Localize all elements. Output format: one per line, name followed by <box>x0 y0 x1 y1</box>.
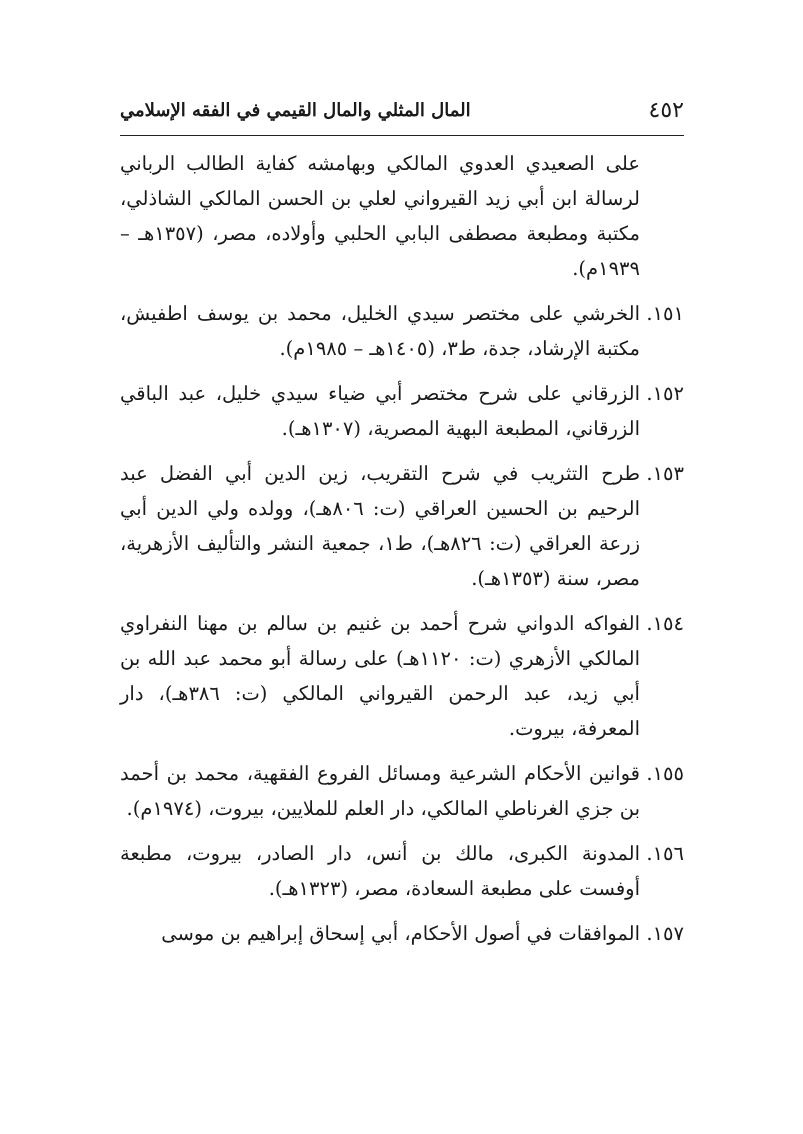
entry-text: على الصعيدي العدوي المالكي وبهامشه كفاية الطالب الرباني لرسالة ابن أبي زيد القيرواني لعلي بن الحسن المالكي الشاذلي، مكتبة ومطبعة مصطفى البابي الحلبي وأولاده، مصر، (١٣٥٧هـ – ١٩٣٩م). <box>120 152 640 280</box>
bibliography-entry-151 <box>120 296 684 366</box>
entry-number: ١٥٤. <box>646 612 684 635</box>
entry-text: الفواكه الدواني شرح أحمد بن غنيم بن سالم بن مهنا النفراوي المالكي الأزهري (ت: ١١٢٠هـ) على رسالة أبو محمد عبد الله بن أبي زيد، عبد الرحمن القيرواني المالكي (ت: ٣٨٦هـ)، دار المعرفة، بيروت. <box>120 612 641 740</box>
continued-entry <box>120 146 684 286</box>
bibliography-entry-152 <box>120 376 684 446</box>
entry-text: الزرقاني على شرح مختصر أبي ضياء سيدي خليل، عبد الباقي الزرقاني، المطبعة البهية المصرية، (١٣٠٧هـ). <box>120 382 640 440</box>
entry-text: المدونة الكبرى، مالك بن أنس، دار الصادر، بيروت، مطبعة أوفست على مطبعة السعادة، مصر، (١٣٢٣هـ). <box>120 842 640 900</box>
bibliography-entry-157 <box>120 916 684 951</box>
header-rule <box>120 135 684 136</box>
entry-text: طرح التثريب في شرح التقريب، زين الدين أبي الفضل عبد الرحيم بن الحسين العراقي (ت: ٨٠٦هـ)، وولده ولي الدين أبي زرعة العراقي (ت: ٨٢٦هـ)، ط١، جمعية النشر والتأليف الأزهرية، مصر، سنة (١٣٥٣هـ). <box>120 462 640 590</box>
entry-number: ١٥١. <box>646 302 684 325</box>
entry-text: قوانين الأحكام الشرعية ومسائل الفروع الفقهية، محمد بن أحمد بن جزي الغرناطي المالكي، دار العلم للملايين، بيروت، (١٩٧٤م). <box>120 762 640 820</box>
bibliography-entry-155 <box>120 756 684 826</box>
entry-number: ١٥٧. <box>646 922 684 945</box>
entry-number: ١٥٣. <box>646 462 684 485</box>
entry-number: ١٥٥. <box>646 762 684 785</box>
entry-number: ١٥٦. <box>646 842 684 865</box>
running-title: المال المثلي والمال القيمي في الفقه الإسلامي <box>120 100 471 121</box>
page-header <box>120 96 684 134</box>
bibliography-entry-156 <box>120 836 684 906</box>
entry-text: الموافقات في أصول الأحكام، أبي إسحاق إبراهيم بن موسى <box>161 922 640 945</box>
bibliography-entry-153 <box>120 456 684 596</box>
entry-number: ١٥٢. <box>646 382 684 405</box>
bibliography-entry-154 <box>120 606 684 746</box>
bibliography-list <box>120 146 684 961</box>
entry-text: الخرشي على مختصر سيدي الخليل، محمد بن يوسف اطفيش، مكتبة الإرشاد، جدة، ط٣، (١٤٠٥هـ – ١٩٨٥م). <box>120 302 640 360</box>
page-number: ٤٥٢ <box>648 98 684 123</box>
